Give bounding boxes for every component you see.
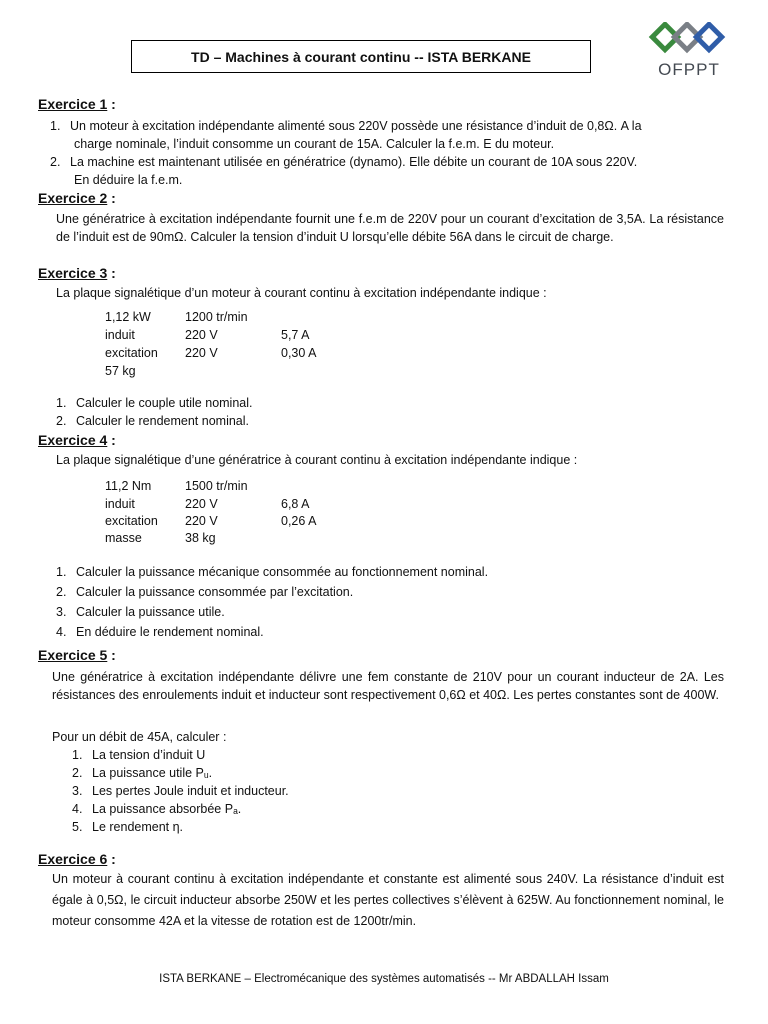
list-text: Calculer la puissance mécanique consommée au fonctionnement nominal.: [76, 565, 489, 579]
exercise-5-item-2: [72, 766, 212, 780]
exercise-4-title: Exercice 4 :: [38, 432, 116, 448]
exercise-1-item-2-line-1: [50, 155, 637, 169]
plate-cell: 1500 tr/min: [185, 479, 248, 493]
exercise-3-title: Exercice 3 :: [38, 265, 116, 281]
exercise-2-title: Exercice 2 :: [38, 190, 116, 206]
page-title: [131, 40, 591, 73]
list-text: En déduire le rendement nominal.: [76, 625, 264, 639]
exercise-5-item-5: [72, 820, 183, 834]
exercise-2-text: Une génératrice à excitation indépendante fournit une f.e.m de 220V pour un courant d’excitation de 3,5A. La résistance de l’induit est de 90mΩ. Calculer la tension d’induit U lorsqu’elle débite 56A dans le circuit de charge.: [56, 212, 724, 244]
exercise-4-item-3: [56, 605, 225, 619]
plate-cell: 0,30 A: [281, 346, 317, 360]
exercise-5-item-1: [72, 748, 205, 762]
plate-cell: 220 V: [185, 346, 218, 360]
exercise-6-title-text: Exercice 6: [38, 851, 108, 867]
list-text: Un moteur à excitation indépendante alimenté sous 220V possède une résistance d’induit de 0,8Ω. A la: [70, 119, 642, 133]
ofppt-logo: [648, 22, 730, 82]
list-number: 1.: [56, 565, 67, 579]
list-text: Le rendement η.: [92, 820, 184, 834]
list-text: Les pertes Joule induit et inducteur.: [92, 784, 289, 798]
page-title-text: TD – Machines à courant continu -- ISTA BERKANE: [191, 48, 531, 65]
exercise-2-title-text: Exercice 2: [38, 190, 108, 206]
plate-cell: 220 V: [185, 514, 218, 528]
plate-cell: 11,2 Nm: [105, 479, 152, 493]
plate-cell: 1200 tr/min: [185, 310, 248, 324]
plate-cell: excitation: [105, 346, 158, 360]
plate-cell: 0,26 A: [281, 514, 317, 528]
list-number: 1.: [72, 748, 83, 762]
plate-cell: 220 V: [185, 328, 218, 342]
logo-text: OFPPT: [658, 60, 720, 79]
list-number: 1.: [56, 396, 67, 410]
exercise-5-text: Une génératrice à excitation indépendante délivre une fem constante de 210V pour un courant inducteur de 2A. Les résistances des enroulements induit et inducteur sont respectivement 0,6Ω et 40Ω. Les pertes constantes sont de 400W.: [52, 670, 724, 702]
list-text: Calculer le rendement nominal.: [76, 414, 250, 428]
exercise-4-item-1: [56, 565, 488, 579]
exercise-5-item-3: [72, 784, 289, 798]
exercise-3-item-2: [56, 414, 249, 428]
ofppt-logo-icon: [648, 22, 730, 62]
list-number: 1.: [50, 119, 61, 133]
exercise-6-title: Exercice 6 :: [38, 851, 116, 867]
list-number: 2.: [50, 155, 61, 169]
plate-cell: 220 V: [185, 497, 218, 511]
list-number: 3.: [72, 784, 83, 798]
list-text: La tension d’induit U: [92, 748, 206, 762]
list-number: 5.: [72, 820, 83, 834]
plate-cell: 5,7 A: [281, 328, 310, 342]
exercise-4-title-text: Exercice 4: [38, 432, 108, 448]
exercise-3-intro: La plaque signalétique d’un moteur à courant continu à excitation indépendante indique :: [56, 286, 547, 300]
list-text: Calculer la puissance utile.: [76, 605, 225, 619]
list-text: La machine est maintenant utilisée en génératrice (dynamo). Elle débite un courant de 10A sous 220V.: [70, 155, 638, 169]
exercise-5-sub-intro: Pour un débit de 45A, calculer :: [52, 730, 227, 744]
list-number: 4.: [72, 802, 83, 816]
list-text: Calculer la puissance consommée par l’excitation.: [76, 585, 354, 599]
plate-cell: induit: [105, 328, 135, 342]
list-number: 3.: [56, 605, 67, 619]
list-number: 2.: [56, 414, 67, 428]
exercise-4-item-2: [56, 585, 353, 599]
plate-cell: induit: [105, 497, 135, 511]
exercise-5-title: Exercice 5 :: [38, 647, 116, 663]
exercise-6-text: Un moteur à courant continu à excitation indépendante et constante est alimenté sous 240V. La résistance d’induit est égale à 0,5Ω, le circuit inducteur absorbe 250W et les pertes collectives s’élèvent à 625W. Au fonctionnement nominal, le moteur consomme 42A et la vitesse de rotation est de 1200tr/min.: [52, 872, 724, 928]
exercise-1-item-1-line-2: charge nominale, l’induit consomme un courant de 15A. Calculer la f.e.m. E du moteur.: [74, 137, 555, 151]
list-text: Calculer le couple utile nominal.: [76, 396, 253, 410]
list-number: 4.: [56, 625, 67, 639]
exercise-1-item-1-line-1: [50, 119, 642, 133]
plate-cell: 38 kg: [185, 531, 216, 545]
exercise-3-item-1: [56, 396, 252, 410]
list-text: La puissance absorbée Pₐ.: [92, 802, 242, 816]
list-number: 2.: [72, 766, 83, 780]
plate-cell: masse: [105, 531, 142, 545]
exercise-4-intro: La plaque signalétique d’une génératrice à courant continu à excitation indépendante indique :: [56, 453, 578, 467]
exercise-3-title-text: Exercice 3: [38, 265, 108, 281]
exercise-1-title: Exercice 1 :: [38, 96, 116, 112]
plate-cell: 57 kg: [105, 364, 136, 378]
page-footer: ISTA BERKANE – Electromécanique des systèmes automatisés -- Mr ABDALLAH Issam: [159, 973, 609, 985]
exercise-5-item-4: [72, 802, 241, 816]
plate-cell: excitation: [105, 514, 158, 528]
exercise-1-title-text: Exercice 1: [38, 96, 108, 112]
plate-cell: 6,8 A: [281, 497, 310, 511]
list-text: La puissance utile Pᵤ.: [92, 766, 213, 780]
list-number: 2.: [56, 585, 67, 599]
exercise-4-item-4: [56, 625, 264, 639]
exercise-1-item-2-line-2: En déduire la f.e.m.: [74, 173, 183, 187]
plate-cell: 1,12 kW: [105, 310, 151, 324]
exercise-5-title-text: Exercice 5: [38, 647, 108, 663]
